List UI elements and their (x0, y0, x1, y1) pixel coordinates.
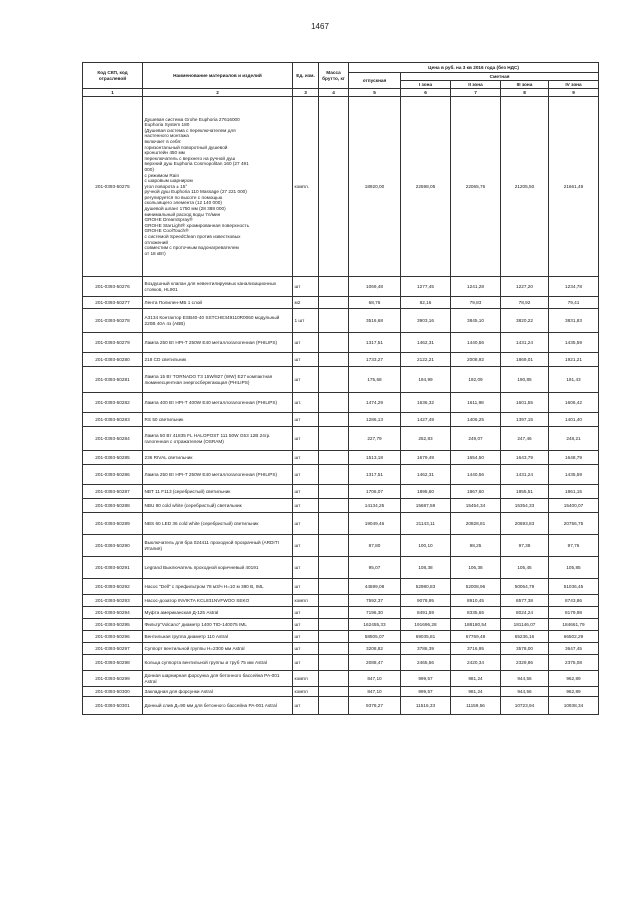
item-release-price: 18920,00 (349, 97, 401, 277)
item-unit: шт (293, 697, 319, 715)
item-zone1-price: 9078,95 (401, 595, 451, 607)
item-zone3-price: 1601,55 (501, 393, 549, 413)
item-zone1-price: 1636,32 (401, 393, 451, 413)
item-code: 201-0393-50283 (83, 413, 143, 427)
header-zone3: III зона (501, 81, 549, 89)
item-zone2-price: 15454,34 (451, 499, 501, 513)
item-unit: шт (293, 557, 319, 579)
item-zone1-price: 3786,39 (401, 643, 451, 655)
item-unit: шт (293, 333, 319, 353)
item-zone3-price: 97,39 (501, 535, 549, 557)
item-zone2-price: 1867,60 (451, 485, 501, 499)
item-zone2-price: 98,25 (451, 535, 501, 557)
item-code: 201-0393-50292 (83, 579, 143, 595)
item-zone1-price: 108,38 (401, 557, 451, 579)
item-zone4-price: 8743,86 (549, 595, 599, 607)
item-name: Выключатель для бра 024411 проходной прозрачный (ARDITI Италия) (143, 535, 293, 557)
item-zone4-price: 15400,07 (549, 499, 599, 513)
column-index: 4 (319, 89, 349, 97)
item-zone4-price: 1435,59 (549, 465, 599, 485)
table-row (83, 655, 599, 671)
table-row (83, 579, 599, 595)
column-index: 2 (143, 89, 293, 97)
table-row (83, 535, 599, 557)
item-zone1-price: 999,57 (401, 687, 451, 697)
item-zone2-price: 2008,92 (451, 353, 501, 367)
item-name: Насос-дозатор INVIKTA KCL831NVFWOO SEKO (143, 595, 293, 607)
item-mass (319, 277, 349, 297)
item-zone1-price: 82,16 (401, 297, 451, 309)
item-zone3-price: 50064,79 (501, 579, 549, 595)
item-zone3-price: 10723,94 (501, 697, 549, 715)
item-name: Кольца суппорта вентильной группы ø труб 75 мм Astral (143, 655, 293, 671)
item-zone4-price: 184661,79 (549, 619, 599, 631)
item-unit: 1 шт (293, 309, 319, 333)
item-release-price: 847,10 (349, 687, 401, 697)
table-row (83, 485, 599, 499)
item-code: 201-0393-50288 (83, 499, 143, 513)
item-release-price: 87,80 (349, 535, 401, 557)
item-unit: шт (293, 631, 319, 643)
item-zone4-price: 1606,42 (549, 393, 599, 413)
table-row (83, 513, 599, 535)
item-name: NBS 60 LED 36 cold white (серебристый) светильник (143, 513, 293, 535)
item-zone3-price: 8024,24 (501, 607, 549, 619)
item-zone3-price: 105,45 (501, 557, 549, 579)
item-zone4-price: 1648,79 (549, 451, 599, 465)
header-name: Наименование материалов и изделий (143, 63, 293, 89)
item-unit: шт (293, 413, 319, 427)
item-code: 201-0393-50287 (83, 485, 143, 499)
table-row (83, 277, 599, 297)
item-zone1-price: 194,99 (401, 367, 451, 393)
item-mass (319, 535, 349, 557)
item-zone1-price: 1895,60 (401, 485, 451, 499)
item-zone1-price: 2465,56 (401, 655, 451, 671)
item-release-price: 1474,29 (349, 393, 401, 413)
header-unit: Ед. изм. (293, 63, 319, 89)
item-zone2-price: 981,24 (451, 687, 501, 697)
table-row (83, 465, 599, 485)
item-release-price: 1317,51 (349, 333, 401, 353)
item-zone4-price: 20756,75 (549, 513, 599, 535)
item-mass (319, 619, 349, 631)
item-unit: шт (293, 655, 319, 671)
item-code: 201-0393-50300 (83, 687, 143, 697)
item-zone1-price: 999,57 (401, 671, 451, 687)
item-mass (319, 499, 349, 513)
item-zone3-price: 65236,16 (501, 631, 549, 643)
item-zone4-price: 97,76 (549, 535, 599, 557)
item-zone1-price: 100,10 (401, 535, 451, 557)
item-name: 218 CD светильник (143, 353, 293, 367)
column-index-row (83, 89, 599, 97)
item-zone2-price: 192,09 (451, 367, 501, 393)
item-zone4-price: 1401,40 (549, 413, 599, 427)
item-zone1-price: 15687,59 (401, 499, 451, 513)
item-release-price: 1513,18 (349, 451, 401, 465)
item-unit: шт (293, 451, 319, 465)
item-zone2-price: 22065,76 (451, 97, 501, 277)
item-mass (319, 353, 349, 367)
item-name: Лампа 15 Вт TORNADO T3 15W/827 (WW) E27 компактная люминесцентная энергосберегающая (PHILIPS) (143, 367, 293, 393)
item-name: Закладная для форсунки Astral (143, 687, 293, 697)
item-unit: шт (293, 607, 319, 619)
item-code: 201-0393-50289 (83, 513, 143, 535)
item-unit: шт (293, 643, 319, 655)
item-name: Душевая система Grohe Euphoria 27616000 Euphoria System 180 (Душевая система с переключателем для настенного монтажа включает в себя: горизонтальный поворотный душевой кронштейн 450 мм переключатель с верхнего на ручной душ верхний душ Euphoria Cosmopolitan 160 (27 491 000) с режимом Rain с шаровым шарниром угол поворота ± 15° ручной душ Euphoria 110 Massage (27 221 000) регулируется по высоте с помощью скользящего элемента (12 140 000) душевой шланг 1750 мм (28 388 000) минимальный расход воды 7л/мин GROHE DreamSpray® GROHE StarLight® хромированная поверхность GROHE CoolTouch® с системой SpeedClean против известковых отложений совместим с проточным водонагревателем от 18 кВт) (143, 97, 293, 277)
item-zone3-price: 181146,07 (501, 619, 549, 631)
item-name: Лампа 250 Вт HPI-T 250W E40 металлогалогенная (PHILIPS) (143, 333, 293, 353)
table-row (83, 97, 599, 277)
column-index: 3 (293, 89, 319, 97)
item-code: 201-0393-50285 (83, 451, 143, 465)
item-mass (319, 451, 349, 465)
item-mass (319, 465, 349, 485)
item-zone1-price: 8491,59 (401, 607, 451, 619)
table-row (83, 671, 599, 687)
item-zone2-price: 2420,34 (451, 655, 501, 671)
item-unit: шт (293, 427, 319, 451)
item-code: 201-0393-50298 (83, 655, 143, 671)
item-zone3-price: 1643,79 (501, 451, 549, 465)
price-table (82, 62, 599, 715)
header-price-group: Цена в руб. на 3 кв 2016 года (без НДС) (349, 63, 599, 73)
item-release-price: 847,10 (349, 671, 401, 687)
header-zone4: IV зона (549, 81, 599, 89)
item-unit: шт (293, 535, 319, 557)
item-zone2-price: 52008,96 (451, 579, 501, 595)
item-code: 201-0393-50276 (83, 277, 143, 297)
header-release: отпускная (349, 73, 401, 89)
item-name: Воздушный клапан для невентилируемых канализационных стояков, HL901 (143, 277, 293, 297)
item-zone4-price: 191,43 (549, 367, 599, 393)
item-zone3-price: 944,56 (501, 671, 549, 687)
item-name: Донный слив Д=90 мм для бетонного бассейна PA-001 Astral (143, 697, 293, 715)
item-zone3-price: 1431,24 (501, 465, 549, 485)
item-zone1-price: 11516,33 (401, 697, 451, 715)
table-row (83, 297, 599, 309)
item-mass (319, 427, 349, 451)
item-mass (319, 631, 349, 643)
item-mass (319, 643, 349, 655)
table-row (83, 557, 599, 579)
item-code: 201-0393-50299 (83, 671, 143, 687)
item-zone3-price: 944,56 (501, 687, 549, 697)
item-release-price: 3516,68 (349, 309, 401, 333)
item-zone3-price: 78,92 (501, 297, 549, 309)
table-row (83, 631, 599, 643)
item-mass (319, 557, 349, 579)
header-zone2: II зона (451, 81, 501, 89)
item-unit: компл (293, 671, 319, 687)
item-unit: компл. (293, 97, 319, 277)
item-mass (319, 697, 349, 715)
item-zone2-price: 1440,56 (451, 465, 501, 485)
item-zone2-price: 11159,56 (451, 697, 501, 715)
item-name: Донная шарнирная форсунка для бетонного бассейна PA-001 Astral (143, 671, 293, 687)
item-zone4-price: 21661,49 (549, 97, 599, 277)
column-index: 1 (83, 89, 143, 97)
item-zone4-price: 3831,83 (549, 309, 599, 333)
item-zone2-price: 3716,95 (451, 643, 501, 655)
item-zone2-price: 67769,48 (451, 631, 501, 643)
item-mass (319, 595, 349, 607)
item-zone1-price: 21143,11 (401, 513, 451, 535)
table-row (83, 367, 599, 393)
item-code: 201-0393-50278 (83, 309, 143, 333)
header-estimate: Сметная (401, 73, 599, 81)
item-zone1-price: 3903,16 (401, 309, 451, 333)
item-zone2-price: 79,83 (451, 297, 501, 309)
item-zone1-price: 69035,81 (401, 631, 451, 643)
item-zone3-price: 20693,83 (501, 513, 549, 535)
item-name: Лампа 50 Вт 41835 FL HALOPOST 111 50W G53 12В 24гр. галогенная с отражателем (OSRAM) (143, 427, 293, 451)
item-mass (319, 655, 349, 671)
item-mass (319, 393, 349, 413)
item-code: 201-0393-50282 (83, 393, 143, 413)
header-mass: Масса брутто, кг (319, 63, 349, 89)
item-zone3-price: 1431,24 (501, 333, 549, 353)
item-unit: шт (293, 619, 319, 631)
item-zone3-price: 2329,86 (501, 655, 549, 671)
item-zone1-price: 1462,31 (401, 333, 451, 353)
item-zone3-price: 1869,01 (501, 353, 549, 367)
page-number: 1467 (311, 22, 329, 31)
item-mass (319, 485, 349, 499)
item-zone1-price: 52980,83 (401, 579, 451, 595)
item-zone2-price: 20828,81 (451, 513, 501, 535)
item-name: Муфта американская Д-125 Astral (143, 607, 293, 619)
item-zone1-price: 1679,49 (401, 451, 451, 465)
item-zone3-price: 1855,51 (501, 485, 549, 499)
table-row (83, 607, 599, 619)
item-name: Суппорт вентильной группы Н=2300 мм Astral (143, 643, 293, 655)
item-release-price: 9378,27 (349, 697, 401, 715)
item-release-price: 58505,07 (349, 631, 401, 643)
item-zone4-price: 1234,78 (549, 277, 599, 297)
item-zone3-price: 1227,20 (501, 277, 549, 297)
item-mass (319, 607, 349, 619)
item-code: 201-0393-50279 (83, 333, 143, 353)
item-zone1-price: 1427,49 (401, 413, 451, 427)
item-code: 201-0393-50275 (83, 97, 143, 277)
item-unit: м2 (293, 297, 319, 309)
item-name: Лента Полилен-МБ 1 слой (143, 297, 293, 309)
column-index: 6 (401, 89, 451, 97)
item-zone2-price: 8910,45 (451, 595, 501, 607)
item-release-price: 3208,82 (349, 643, 401, 655)
item-release-price: 227,79 (349, 427, 401, 451)
item-zone3-price: 15354,33 (501, 499, 549, 513)
item-zone1-price: 2122,21 (401, 353, 451, 367)
item-zone3-price: 247,46 (501, 427, 549, 451)
item-code: 201-0393-50281 (83, 367, 143, 393)
item-zone2-price: 3845,10 (451, 309, 501, 333)
item-zone3-price: 8577,38 (501, 595, 549, 607)
column-index: 8 (501, 89, 549, 97)
item-code: 201-0393-50297 (83, 643, 143, 655)
item-unit: шт. (293, 393, 319, 413)
table-row (83, 309, 599, 333)
table-row (83, 595, 599, 607)
item-name: RS 50 светильник (143, 413, 293, 427)
item-unit: шт (293, 499, 319, 513)
item-zone2-price: 981,24 (451, 671, 501, 687)
item-code: 201-0393-50294 (83, 607, 143, 619)
header-zone1: I зона (401, 81, 451, 89)
item-name: Legrand Выключатель проходной коричневый 40191 (143, 557, 293, 579)
item-zone4-price: 3647,45 (549, 643, 599, 655)
item-zone2-price: 249,07 (451, 427, 501, 451)
item-zone3-price: 190,85 (501, 367, 549, 393)
item-zone3-price: 3578,00 (501, 643, 549, 655)
item-zone4-price: 962,89 (549, 671, 599, 687)
item-mass (319, 297, 349, 309)
item-release-price: 1706,07 (349, 485, 401, 499)
item-release-price: 7592,37 (349, 595, 401, 607)
item-mass (319, 367, 349, 393)
item-zone3-price: 21205,50 (501, 97, 549, 277)
item-unit: компл (293, 595, 319, 607)
item-name: 236 RIVAL светильник (143, 451, 293, 465)
header-code: Код СКП, код отраслевой (83, 63, 143, 89)
table-row (83, 697, 599, 715)
item-name: NBT 11 F113 (серебристый) светильник (143, 485, 293, 499)
column-index: 5 (349, 89, 401, 97)
item-code: 201-0393-50296 (83, 631, 143, 643)
item-zone1-price: 191696,28 (401, 619, 451, 631)
item-unit: шт (293, 367, 319, 393)
item-mass (319, 413, 349, 427)
item-zone2-price: 1654,50 (451, 451, 501, 465)
item-name: Насос "Dell" с префильтром 78 м3/ч Н=10 м 380 В, IML (143, 579, 293, 595)
item-zone2-price: 1406,25 (451, 413, 501, 427)
table-row (83, 413, 599, 427)
item-unit: шт (293, 353, 319, 367)
table-row (83, 333, 599, 353)
item-zone2-price: 106,38 (451, 557, 501, 579)
item-code: 201-0393-50293 (83, 595, 143, 607)
item-mass (319, 671, 349, 687)
column-index: 9 (549, 89, 599, 97)
item-zone4-price: 962,89 (549, 687, 599, 697)
item-release-price: 7196,30 (349, 607, 401, 619)
table-row (83, 643, 599, 655)
item-zone4-price: 2375,08 (549, 655, 599, 671)
item-release-price: 14134,25 (349, 499, 401, 513)
table-row (83, 427, 599, 451)
item-name: Вентильная группа диаметр 110 Astral (143, 631, 293, 643)
item-zone2-price: 1440,56 (451, 333, 501, 353)
item-code: 201-0393-50286 (83, 465, 143, 485)
column-index: 7 (451, 89, 501, 97)
item-unit: шт (293, 513, 319, 535)
table-row (83, 687, 599, 697)
item-name: Лампа 250 Вт HPI-T 250W E40 металлогалогенная (PHILIPS) (143, 465, 293, 485)
item-mass (319, 97, 349, 277)
item-zone1-price: 1462,31 (401, 465, 451, 485)
item-zone4-price: 66502,29 (549, 631, 599, 643)
item-unit: шт (293, 485, 319, 499)
item-code: 201-0393-50291 (83, 557, 143, 579)
table-row (83, 619, 599, 631)
item-zone4-price: 1435,59 (549, 333, 599, 353)
item-mass (319, 687, 349, 697)
item-release-price: 68,76 (349, 297, 401, 309)
item-release-price: 44599,08 (349, 579, 401, 595)
item-unit: шт (293, 579, 319, 595)
item-mass (319, 333, 349, 353)
item-zone2-price: 8335,65 (451, 607, 501, 619)
item-name: A3134 Контактор ESB40-40 SSTCHE349110R0060 модульный 220В 40А 4з (ABB) (143, 309, 293, 333)
table-row (83, 353, 599, 367)
item-release-price: 19049,46 (349, 513, 401, 535)
item-release-price: 95,07 (349, 557, 401, 579)
item-zone1-price: 22598,05 (401, 97, 451, 277)
item-zone4-price: 79,41 (549, 297, 599, 309)
item-code: 201-0393-50277 (83, 297, 143, 309)
item-code: 201-0393-50284 (83, 427, 143, 451)
item-zone4-price: 105,85 (549, 557, 599, 579)
item-release-price: 1069,48 (349, 277, 401, 297)
item-zone4-price: 8179,98 (549, 607, 599, 619)
item-unit: шт (293, 465, 319, 485)
item-zone4-price: 248,21 (549, 427, 599, 451)
item-zone4-price: 1861,15 (549, 485, 599, 499)
item-name: Фильтр"Volcano" диаметр 1400 TID-140075 IML (143, 619, 293, 631)
item-zone4-price: 1921,21 (549, 353, 599, 367)
item-name: Лампа 400 Вт HPI-T 400W E40 металлогалогенная (PHILIPS) (143, 393, 293, 413)
item-zone4-price: 51036,45 (549, 579, 599, 595)
item-zone1-price: 252,83 (401, 427, 451, 451)
item-code: 201-0393-50290 (83, 535, 143, 557)
item-unit: шт (293, 277, 319, 297)
item-mass (319, 579, 349, 595)
item-release-price: 1286,13 (349, 413, 401, 427)
item-unit: компл (293, 687, 319, 697)
item-release-price: 162455,33 (349, 619, 401, 631)
item-mass (319, 513, 349, 535)
item-code: 201-0393-50301 (83, 697, 143, 715)
item-release-price: 1317,51 (349, 465, 401, 485)
item-zone3-price: 3820,22 (501, 309, 549, 333)
item-zone2-price: 188180,54 (451, 619, 501, 631)
item-zone3-price: 1397,15 (501, 413, 549, 427)
item-release-price: 175,68 (349, 367, 401, 393)
item-zone1-price: 1277,45 (401, 277, 451, 297)
item-name: NBU 80 cold white (серебристый) светильник (143, 499, 293, 513)
table-row (83, 451, 599, 465)
item-zone4-price: 10938,34 (549, 697, 599, 715)
table-row (83, 393, 599, 413)
item-code: 201-0393-50295 (83, 619, 143, 631)
item-zone2-price: 1241,28 (451, 277, 501, 297)
table-row (83, 499, 599, 513)
item-release-price: 2088,47 (349, 655, 401, 671)
item-release-price: 1733,27 (349, 353, 401, 367)
item-mass (319, 309, 349, 333)
item-code: 201-0393-50280 (83, 353, 143, 367)
item-zone2-price: 1611,98 (451, 393, 501, 413)
